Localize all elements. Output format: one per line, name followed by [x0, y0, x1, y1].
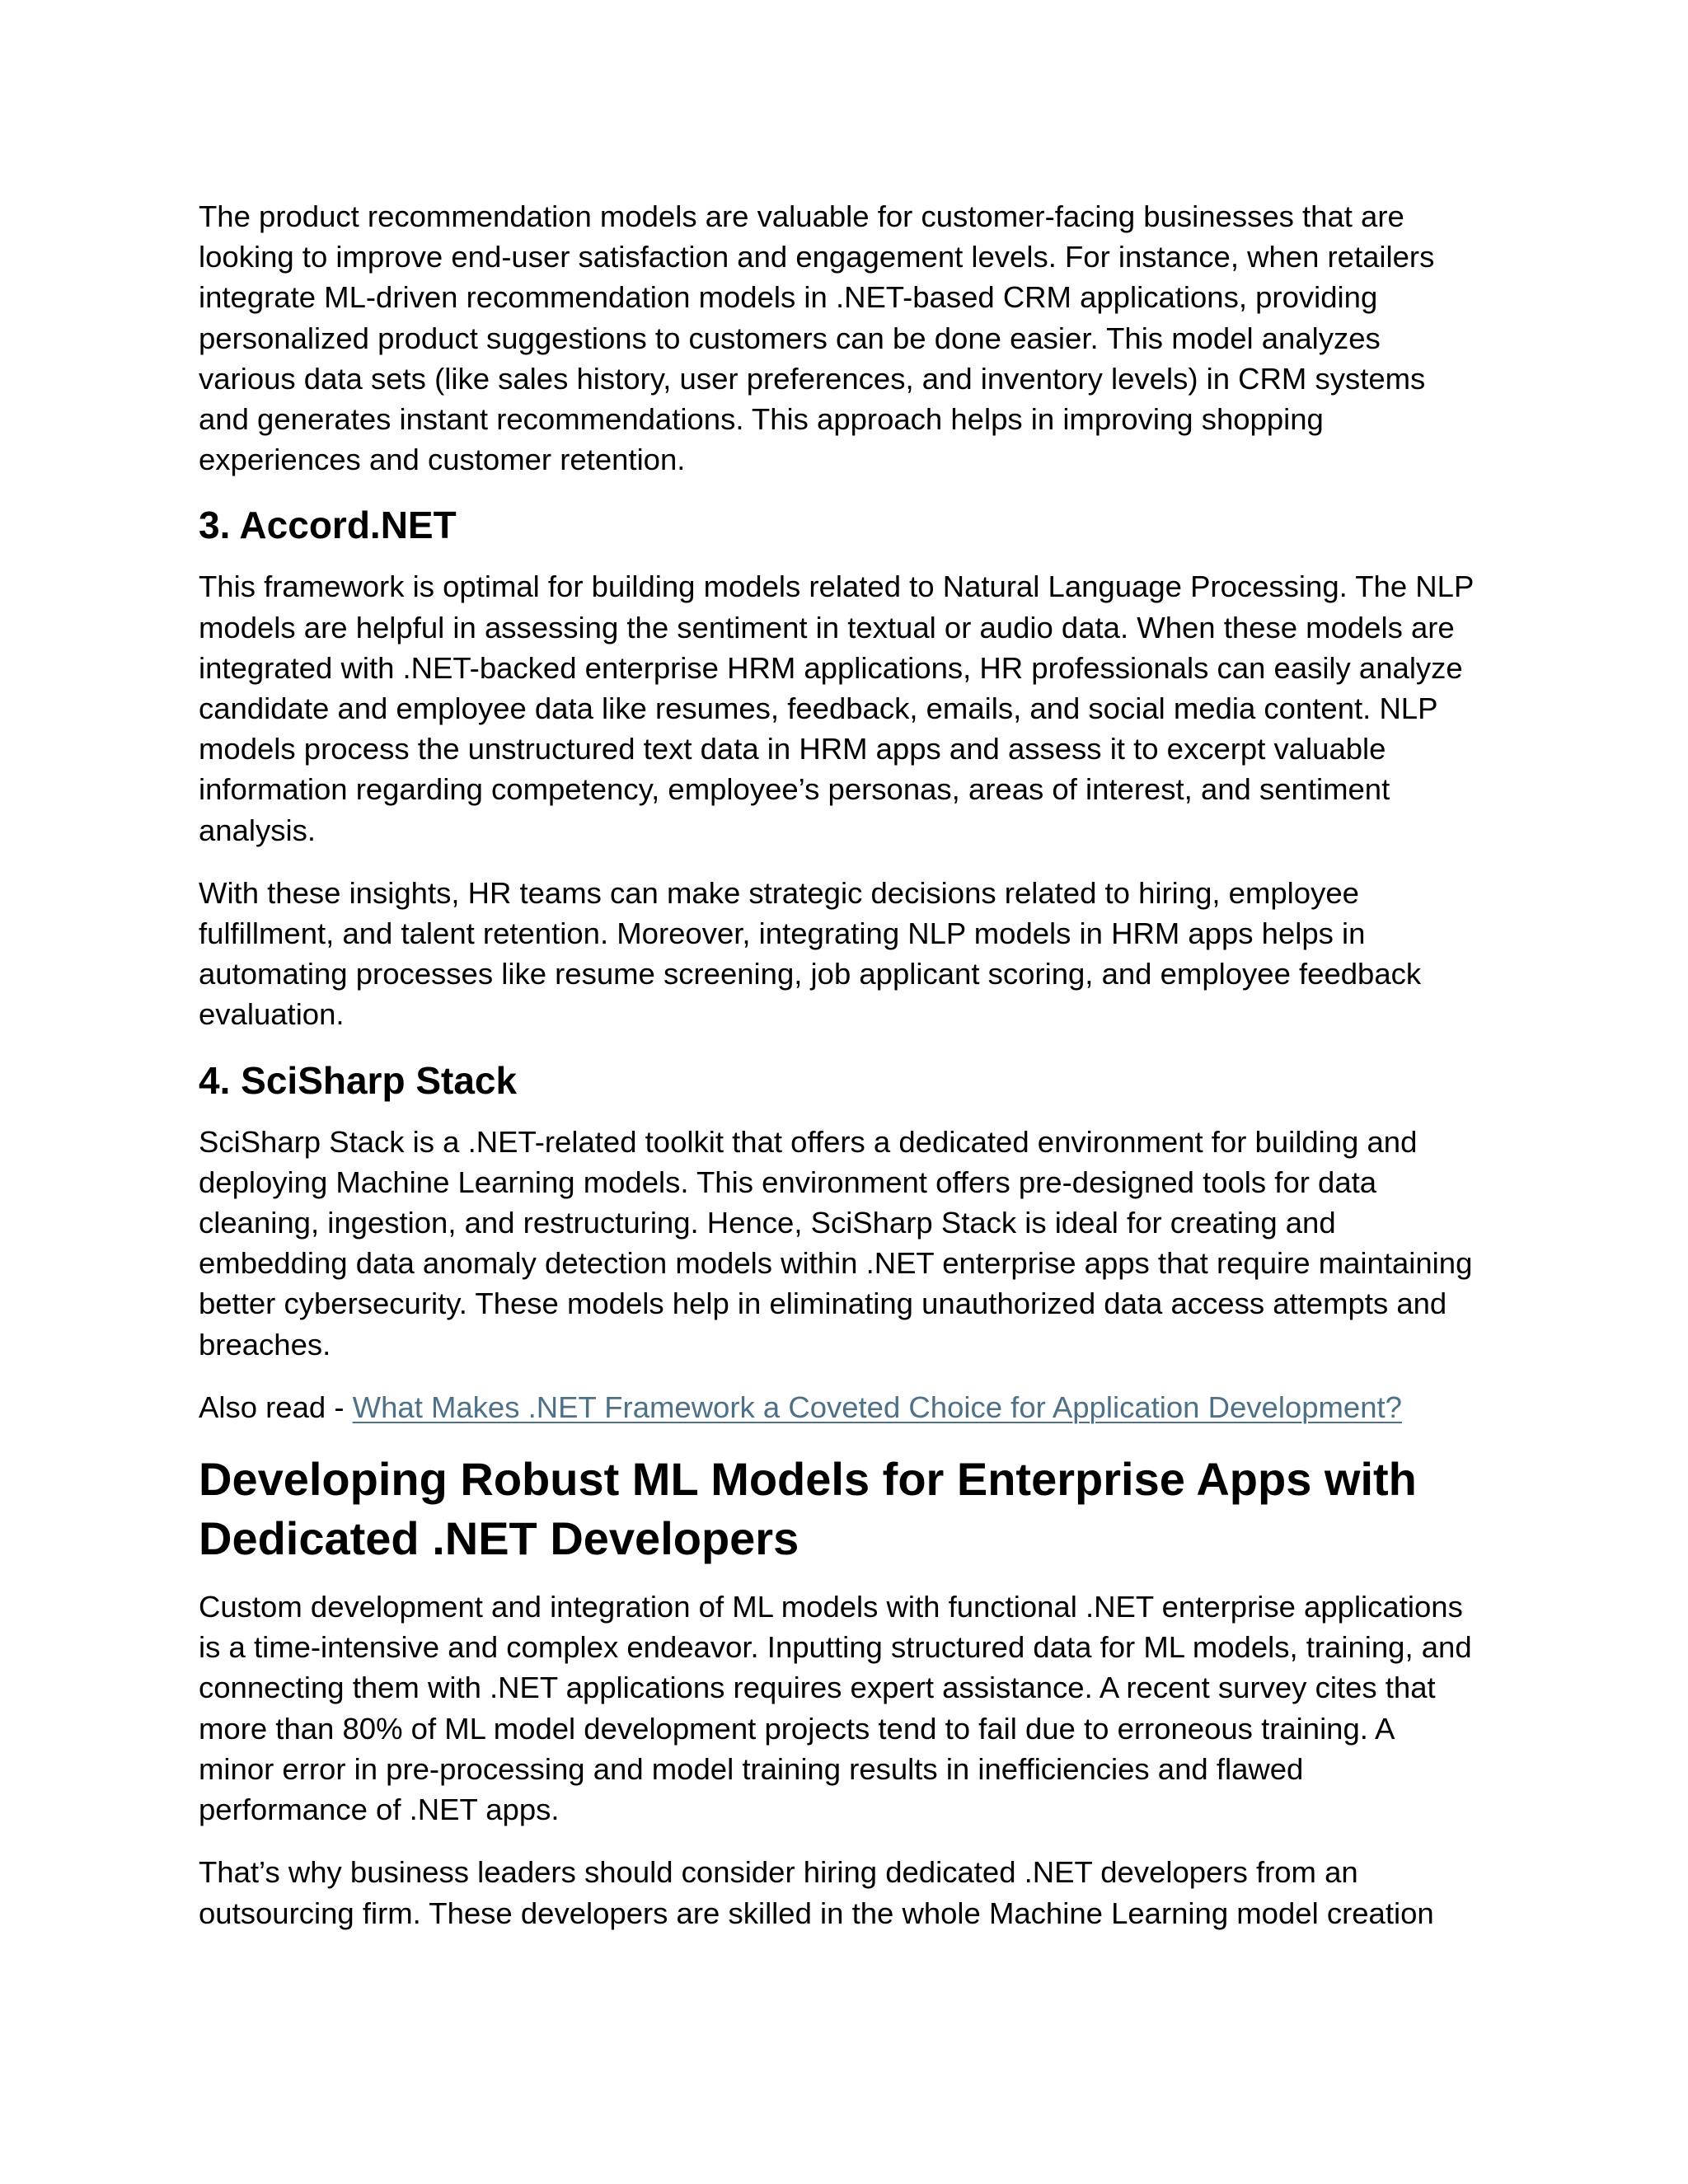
- paragraph-hiring-developers: That’s why business leaders should consider hiring dedicated .NET developers from an outsourcing firm. These developers are skilled in the whole Machine Learning model creation: [199, 1855, 1434, 1930]
- heading-developing-ml-models: Developing Robust ML Models for Enterprise Apps with Dedicated .NET Developers: [199, 1453, 1417, 1565]
- paragraph-hr-insights: With these insights, HR teams can make strategic decisions related to hiring, employee fulfillment, and talent retention. Moreover, integrating NLP models in HRM apps helps in automating processes like resume screening, job applicant scoring, and employee feedback evaluation.: [199, 875, 1422, 1032]
- also-read-line: [199, 1387, 1501, 1427]
- paragraph-custom-development: Custom development and integration of ML models with functional .NET enterprise applications is a time-intensive and complex endeavor. Inputting structured data for ML models, training, and connecting them with .NET applications requires expert assistance. A recent survey cites that more than 80% of ML model development projects tend to fail due to erroneous training. A minor error in pre-processing and model training results in inefficiencies and flawed performance of .NET apps.: [199, 1590, 1472, 1827]
- paragraph-scisharp: SciSharp Stack is a .NET-related toolkit that offers a dedicated environment for building and deploying Machine Learning models. This environment offers pre-designed tools for data cleaning, ingestion, and restructuring. Hence, SciSharp Stack is ideal for creating and embedding data anomaly detection models within .NET enterprise apps that require maintaining better cybersecurity. These models help in eliminating unauthorized data access attempts and breaches.: [199, 1124, 1473, 1361]
- also-read-link[interactable]: What Makes .NET Framework a Coveted Choice for Application Development?: [352, 1390, 1402, 1424]
- heading-scisharp-stack: 4. SciSharp Stack: [199, 1058, 518, 1102]
- paragraph-recommendation-models: The product recommendation models are valuable for customer-facing businesses that are looking to improve end-user satisfaction and engagement levels. For instance, when retailers integrate ML-driven recommendation models in .NET-based CRM applications, providing personalized product suggestions to customers can be done easier. This model analyzes various data sets (like sales history, user preferences, and inventory levels) in CRM systems and generates instant recommendations. This approach helps in improving shopping experiences and customer retention.: [199, 199, 1435, 477]
- heading-accord-net: 3. Accord.NET: [199, 504, 457, 547]
- document-page: [199, 196, 1501, 1956]
- paragraph-nlp-models: This framework is optimal for building models related to Natural Language Processing. The NLP models are helpful in assessing the sentiment in textual or audio data. When these models are integrated with .NET-backed enterprise HRM applications, HR professionals can easily analyze candidate and employee data like resumes, feedback, emails, and social media content. NLP models process the unstructured text data in HRM apps and assess it to excerpt valuable information regarding competency, employee’s personas, areas of interest, and sentiment analysis.: [199, 569, 1475, 847]
- also-read-prefix: Also read -: [199, 1390, 353, 1424]
